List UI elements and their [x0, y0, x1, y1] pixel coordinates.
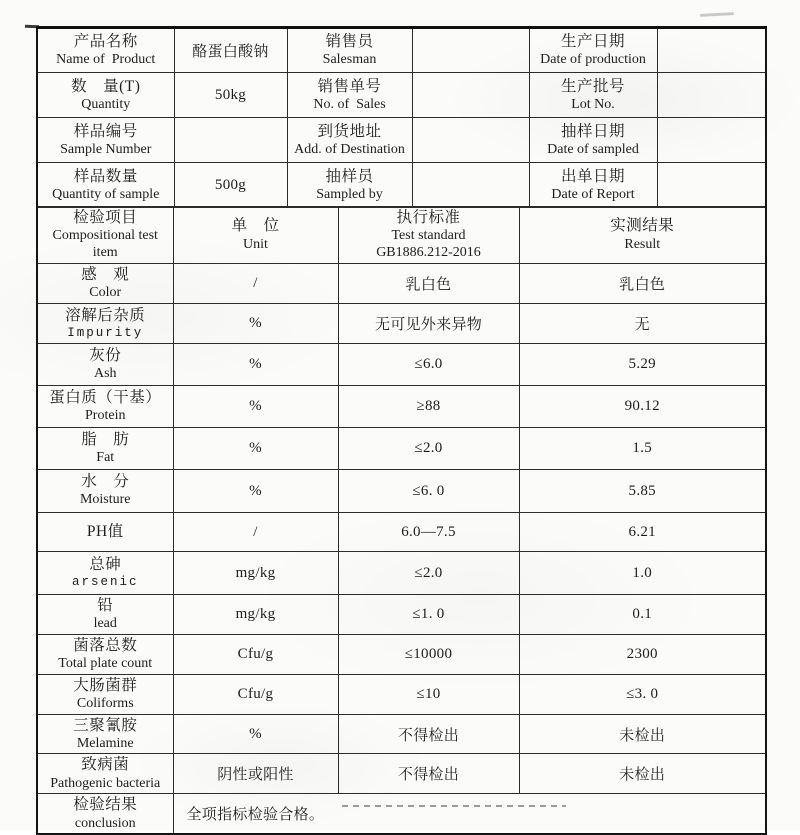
unit-cell-text: %: [249, 398, 262, 415]
value-text: 酪蛋白酸钠: [192, 44, 269, 60]
label-en: No. of Sales: [313, 96, 386, 112]
standard-cell-text: 不得检出: [397, 767, 460, 784]
unit-cell-text: Cfu/g: [237, 646, 274, 663]
label-zh: 生产批号: [560, 77, 625, 95]
header-line: item: [92, 244, 118, 260]
item-zh: 灰份: [89, 346, 122, 364]
info-value-cell-destination-value: [412, 118, 529, 163]
info-row: [37, 163, 766, 208]
item-en: Color: [89, 284, 122, 300]
test-row-coliforms: [37, 674, 766, 714]
standard-cell-text: 6.0—7.5: [401, 523, 456, 540]
header-line: Unit: [243, 236, 268, 252]
label-zh: 抽样员: [325, 167, 374, 185]
info-label-cell-sample-number: [37, 118, 174, 163]
info-row: [37, 118, 766, 163]
label-zh: 产品名称: [73, 33, 138, 51]
standard-cell-text: ≥88: [416, 398, 441, 415]
label-zh: 抽样日期: [560, 122, 625, 140]
standard-cell-text: ≤2.0: [414, 564, 443, 581]
test-row-impurity: [37, 303, 766, 343]
unit-cell: [173, 343, 338, 385]
standard-cell: [338, 512, 519, 551]
result-cell: [519, 594, 766, 634]
conclusion-label-cell: [37, 794, 173, 834]
unit-cell: [173, 303, 338, 343]
item-cell: [37, 469, 173, 512]
result-cell-text: 1.5: [632, 440, 653, 457]
item-cell: [37, 674, 173, 714]
label-zh: 销售员: [325, 33, 374, 51]
item-en: lead: [93, 615, 117, 631]
standard-cell-text: 无可见外来异物: [374, 316, 483, 333]
test-row-moisture: [37, 469, 766, 512]
label-zh: 样品编号: [73, 122, 138, 140]
standard-cell-text: ≤10000: [404, 646, 453, 663]
standard-cell-text: 乳白色: [405, 276, 452, 293]
unit-cell-text: %: [249, 440, 262, 457]
info-value-cell-sales-no-value: [412, 73, 529, 118]
result-cell-text: 未检出: [619, 727, 666, 744]
item-zh: 大肠菌群: [73, 676, 138, 694]
info-label-cell-quantity-of-sample: [37, 163, 174, 208]
value-text: 500g: [214, 177, 247, 193]
result-cell-text: ≤3. 0: [626, 686, 659, 703]
item-en: Ash: [93, 365, 117, 381]
item-zh: 蛋白质（干基）: [49, 388, 162, 406]
item-cell: [37, 427, 173, 469]
result-cell-text: 乳白色: [619, 276, 666, 293]
unit-cell: [173, 674, 338, 714]
info-label-cell-salesman: [287, 28, 412, 73]
unit-cell-text: %: [249, 356, 262, 373]
item-en: Fat: [96, 449, 115, 465]
result-cell-text: 5.29: [628, 356, 656, 373]
test-row-melamine: [37, 714, 766, 754]
info-label-cell-date-of-sampled: [529, 118, 657, 163]
standard-cell: [338, 343, 519, 385]
standard-cell: [338, 427, 519, 469]
test-results-table: [36, 206, 767, 835]
unit-cell-text: %: [249, 726, 262, 743]
info-row: [37, 28, 766, 73]
conclusion-text-cell: [173, 794, 766, 834]
result-cell-text: 90.12: [624, 398, 660, 415]
header-line: 单 位: [231, 217, 280, 235]
item-cell: [37, 551, 173, 594]
item-zh: 总砷: [89, 556, 122, 574]
result-cell: [519, 303, 766, 343]
label-zh: 销售单号: [317, 77, 382, 95]
unit-cell: [173, 594, 338, 634]
conclusion-text: 全项指标检验合格。: [186, 807, 325, 824]
info-value-cell-lot-no-value: [657, 73, 766, 118]
test-row-lead: [37, 594, 766, 634]
info-value-cell-quantity-of-sample-value: [174, 163, 287, 208]
result-cell: [519, 634, 766, 674]
label-en: Date of production: [540, 52, 646, 68]
info-row: [37, 73, 766, 118]
unit-cell: [173, 551, 338, 594]
test-row-pathogenic-bacteria: [37, 754, 766, 794]
info-label-cell-quantity: [37, 73, 174, 118]
unit-cell-text: Cfu/g: [237, 686, 274, 703]
label-en: Sampled by: [316, 186, 383, 202]
result-cell: [519, 512, 766, 551]
info-label-cell-sales-no: [287, 73, 412, 118]
info-value-cell-date-of-sampled-value: [657, 118, 766, 163]
info-value-cell-date-of-report-value: [657, 163, 766, 208]
test-header-cell-standard: [338, 207, 519, 264]
info-value-cell-date-of-production-value: [657, 28, 766, 73]
result-cell-text: 无: [634, 316, 650, 333]
test-row-fat: [37, 427, 766, 469]
item-zh: 三聚氰胺: [73, 716, 138, 734]
item-en: Moisture: [79, 492, 131, 508]
test-row-arsenic: [37, 551, 766, 594]
test-header-row: [37, 207, 766, 264]
item-cell: [37, 634, 173, 674]
product-info-table: [36, 26, 767, 208]
info-label-cell-sampled-by: [287, 163, 412, 208]
result-cell-text: 0.1: [632, 606, 653, 623]
test-header-cell-item: [37, 207, 173, 264]
header-line: Result: [624, 236, 661, 252]
result-cell: [519, 343, 766, 385]
item-cell: [37, 512, 173, 551]
item-en: Coliforms: [76, 695, 134, 711]
standard-cell: [338, 385, 519, 427]
item-en: Pathogenic bacteria: [50, 775, 161, 791]
info-label-cell-date-of-production: [529, 28, 657, 73]
header-line: 实测结果: [610, 217, 675, 235]
standard-cell-text: ≤2.0: [414, 440, 443, 457]
label-zh: 样品数量: [73, 167, 138, 185]
label-en: Sample Number: [60, 141, 152, 157]
unit-cell-text: %: [249, 315, 262, 332]
unit-cell: [173, 263, 338, 303]
label-zh: 生产日期: [560, 33, 625, 51]
label-zh: 数 量(T): [71, 77, 141, 95]
test-header-cell-unit: [173, 207, 338, 264]
info-value-cell-product-name-value: [174, 28, 287, 73]
item-en: Protein: [85, 407, 126, 423]
info-label-cell-date-of-report: [529, 163, 657, 208]
info-value-cell-sampled-by-value: [412, 163, 529, 208]
result-cell-text: 6.21: [628, 523, 656, 540]
info-value-cell-sample-number-value: [174, 118, 287, 163]
result-cell-text: 5.85: [628, 482, 656, 499]
header-line: Compositional test: [52, 228, 158, 244]
standard-cell-text: 不得检出: [397, 727, 460, 744]
scan-artifact: [700, 12, 734, 17]
standard-cell: [338, 754, 519, 794]
standard-cell: [338, 594, 519, 634]
header-line: 检验项目: [73, 209, 138, 226]
test-row-ph: [37, 512, 766, 551]
result-cell-text: 2300: [626, 646, 658, 663]
conclusion-row: [37, 794, 766, 834]
info-value-cell-salesman-value: [412, 28, 529, 73]
item-zh: 水 分: [81, 473, 130, 491]
label-en: Add. of Destination: [294, 141, 405, 157]
label-en: Quantity of sample: [52, 186, 160, 202]
item-cell: [37, 754, 173, 794]
unit-cell-text: mg/kg: [235, 564, 276, 581]
test-row-color: [37, 263, 766, 303]
item-zh: 脂 肪: [81, 430, 130, 448]
info-label-cell-lot-no: [529, 73, 657, 118]
standard-cell: [338, 551, 519, 594]
item-zh: 溶解后杂质: [65, 306, 146, 324]
standard-cell: [338, 303, 519, 343]
unit-cell: [173, 512, 338, 551]
result-cell: [519, 754, 766, 794]
unit-cell-text: 阴性或阳性: [217, 767, 294, 784]
item-zh: 感 观: [81, 265, 130, 283]
info-label-cell-destination: [287, 118, 412, 163]
item-zh: PH值: [86, 522, 124, 540]
result-cell: [519, 385, 766, 427]
label-en: Quantity: [81, 96, 131, 112]
conclusion-en: conclusion: [74, 815, 136, 831]
test-row-ash: [37, 343, 766, 385]
label-en: Date of sampled: [547, 141, 639, 157]
standard-cell-text: ≤6.0: [414, 356, 443, 373]
unit-cell: [173, 385, 338, 427]
value-text: 50kg: [214, 87, 247, 103]
result-cell-text: 未检出: [619, 767, 666, 784]
label-en: Lot No.: [571, 96, 615, 112]
item-zh: 菌落总数: [73, 636, 138, 654]
unit-cell: [173, 714, 338, 754]
result-cell: [519, 469, 766, 512]
standard-cell: [338, 263, 519, 303]
item-cell: [37, 594, 173, 634]
unit-cell: [173, 469, 338, 512]
item-en: Melamine: [76, 735, 134, 751]
info-label-cell-product-name: [37, 28, 174, 73]
unit-cell-text: mg/kg: [235, 606, 276, 623]
unit-cell-text: /: [253, 523, 258, 540]
label-en: Salesman: [322, 52, 377, 68]
label-zh: 出单日期: [560, 167, 625, 185]
standard-cell: [338, 674, 519, 714]
unit-cell: [173, 427, 338, 469]
header-line: GB1886.212-2016: [376, 244, 481, 260]
label-en: Date of Report: [551, 186, 635, 202]
label-en: Name of Product: [56, 52, 156, 68]
result-cell-text: 1.0: [632, 564, 653, 581]
item-cell: [37, 303, 173, 343]
item-cell: [37, 263, 173, 303]
item-cell: [37, 714, 173, 754]
item-cell: [37, 343, 173, 385]
info-value-cell-quantity-value: [174, 73, 287, 118]
unit-cell-text: %: [249, 482, 262, 499]
label-zh: 到货地址: [317, 122, 382, 140]
test-row-protein: [37, 385, 766, 427]
unit-cell: [173, 634, 338, 674]
conclusion-zh: 检验结果: [73, 796, 138, 814]
item-cell: [37, 385, 173, 427]
standard-cell-text: ≤1. 0: [412, 606, 445, 623]
standard-cell: [338, 634, 519, 674]
item-zh: 致病菌: [81, 756, 130, 774]
standard-cell: [338, 714, 519, 754]
test-row-total-plate-count: [37, 634, 766, 674]
header-line: 执行标准: [396, 209, 461, 226]
unit-cell: [173, 754, 338, 794]
item-en: arsenic: [71, 575, 139, 590]
result-cell: [519, 263, 766, 303]
result-cell: [519, 674, 766, 714]
standard-cell-text: ≤6. 0: [412, 482, 445, 499]
unit-cell-text: /: [253, 275, 258, 292]
standard-cell-text: ≤10: [416, 686, 441, 703]
header-line: Test standard: [391, 228, 466, 244]
item-zh: 铅: [97, 596, 114, 614]
result-cell: [519, 551, 766, 594]
item-en: Impurity: [67, 325, 144, 340]
item-en: Total plate count: [58, 655, 153, 671]
result-cell: [519, 427, 766, 469]
test-header-cell-result: [519, 207, 766, 264]
standard-cell: [338, 469, 519, 512]
result-cell: [519, 714, 766, 754]
